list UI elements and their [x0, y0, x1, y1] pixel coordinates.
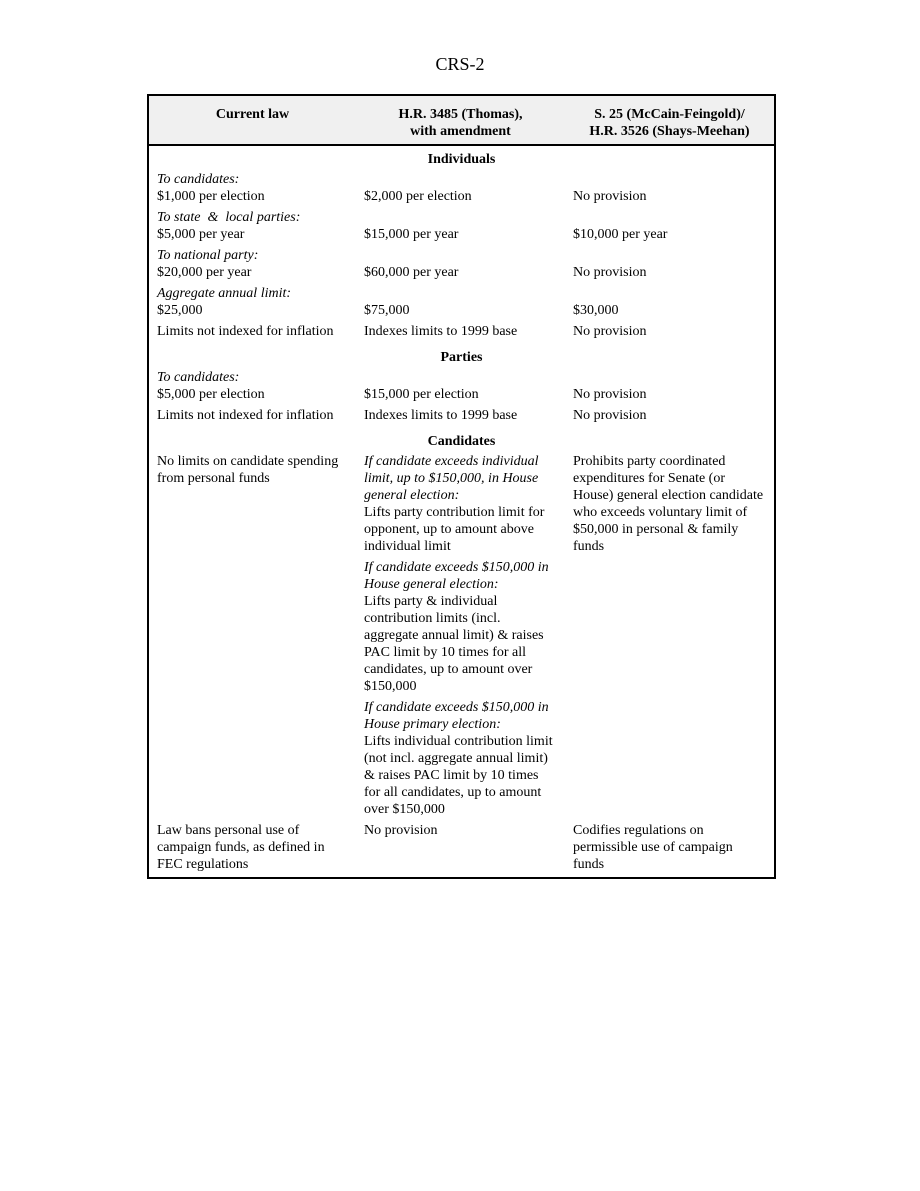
hr3485-cell [356, 369, 565, 407]
row-value: No provision [573, 387, 647, 402]
provision-heading: If candidate exceeds $150,000 in House primary election: [364, 700, 549, 732]
table-row [148, 285, 775, 323]
table-row [148, 822, 775, 878]
header-line: H.R. 3485 (Thomas), [398, 107, 523, 122]
table-header-row [148, 95, 775, 145]
section-parties [148, 344, 775, 369]
current-law-cell [148, 369, 356, 407]
row-label: To state & local parties: [157, 210, 301, 225]
row-value: $75,000 [364, 303, 410, 318]
current-law-cell: No limits on candidate spending from personal funds [157, 454, 339, 486]
page-header: CRS-2 [435, 54, 485, 74]
header-line: with amendment [410, 124, 511, 139]
s25-cell [565, 209, 775, 247]
row-value: $5,000 per election [157, 387, 265, 402]
section-candidates [148, 428, 775, 453]
row-label: To candidates: [157, 172, 240, 187]
provision-body: Lifts party contribution limit for opponent, up to amount above individual limit [364, 505, 545, 554]
provision-heading: If candidate exceeds individual limit, up to $150,000, in House general election: [364, 454, 539, 503]
row-value: $10,000 per year [573, 227, 668, 242]
header-line: H.R. 3526 (Shays-Meehan) [589, 124, 750, 139]
provision-block [364, 559, 557, 695]
hr3485-cell [356, 453, 565, 822]
row-label: To candidates: [157, 370, 240, 385]
s25-cell [565, 369, 775, 407]
row-label: Aggregate annual limit: [157, 286, 292, 301]
provision-block [364, 699, 557, 818]
provision-body: Lifts individual contribution limit (not incl. aggregate annual limit) & raises PAC limit by 10 times for all candidates, up to amount over $150,000 [364, 734, 553, 817]
current-law-cell [148, 247, 356, 285]
section-title: Parties [440, 350, 483, 365]
header-line: Current law [215, 107, 290, 122]
current-law-cell: Limits not indexed for inflation [157, 408, 334, 423]
table-row [148, 369, 775, 407]
provision-body: Lifts party & individual contribution limits (incl. aggregate annual limit) & raises PAC limit by 10 times for all candidates, up to amount over $150,000 [364, 594, 544, 694]
s25-cell: Prohibits party coordinated expenditures for Senate (or House) general election candidate who exceeds voluntary limit of $50,000 in personal & family funds [573, 454, 764, 554]
provision-block [364, 453, 557, 555]
comparison-table [147, 94, 776, 879]
table-row [148, 323, 775, 344]
hr3485-cell [356, 171, 565, 209]
hr3485-cell: Indexes limits to 1999 base [364, 408, 518, 423]
header-current-law [148, 95, 356, 145]
header-line: S. 25 (McCain-Feingold)/ [594, 107, 745, 122]
row-value: $15,000 per year [364, 227, 459, 242]
row-value: $5,000 per year [157, 227, 245, 242]
row-value: $20,000 per year [157, 265, 252, 280]
current-law-cell: Limits not indexed for inflation [157, 324, 334, 339]
row-value: No provision [573, 189, 647, 204]
current-law-cell [148, 209, 356, 247]
provision-heading: If candidate exceeds $150,000 in House general election: [364, 560, 549, 592]
header-hr3485 [356, 95, 565, 145]
s25-cell: No provision [573, 408, 647, 423]
section-title: Candidates [427, 434, 496, 449]
current-law-cell [148, 285, 356, 323]
table-row [148, 171, 775, 209]
section-title: Individuals [427, 152, 496, 167]
current-law-cell [148, 171, 356, 209]
header-s25 [565, 95, 775, 145]
row-label: To national party: [157, 248, 259, 263]
s25-cell [565, 171, 775, 209]
table-row [148, 209, 775, 247]
row-value: $60,000 per year [364, 265, 459, 280]
row-value: $30,000 [573, 303, 619, 318]
hr3485-cell: No provision [364, 823, 438, 838]
hr3485-cell: Indexes limits to 1999 base [364, 324, 518, 339]
row-value: $15,000 per election [364, 387, 479, 402]
row-value: $2,000 per election [364, 189, 472, 204]
table-row [148, 407, 775, 428]
s25-cell: Codifies regulations on permissible use of campaign funds [573, 823, 733, 872]
table-row [148, 247, 775, 285]
row-value: No provision [573, 265, 647, 280]
row-value: $25,000 [157, 303, 203, 318]
section-individuals [148, 145, 775, 171]
hr3485-cell [356, 209, 565, 247]
row-value: $1,000 per election [157, 189, 265, 204]
table-row [148, 453, 775, 822]
s25-cell: No provision [573, 324, 647, 339]
s25-cell [565, 247, 775, 285]
current-law-cell: Law bans personal use of campaign funds, as defined in FEC regulations [157, 823, 325, 872]
hr3485-cell [356, 285, 565, 323]
hr3485-cell [356, 247, 565, 285]
s25-cell [565, 285, 775, 323]
